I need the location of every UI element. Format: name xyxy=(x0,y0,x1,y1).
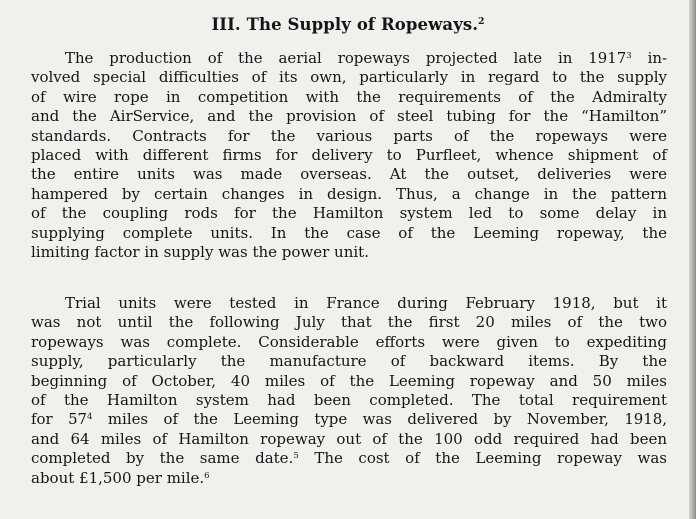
text-line: for $57^4$ miles of the Leeming type was delivered by November, 1918, xyxy=(31,410,667,429)
text-line: The production of the aerial ropeways projected late in 1917$^3$ in- xyxy=(65,49,667,67)
text-line: placed with different firms for delivery to Purfleet, whence shipment of xyxy=(31,145,667,164)
section-heading-text: III. The Supply of Ropeways. xyxy=(211,15,479,34)
text-line: of the coupling rods for the Hamilton system led to some delay in xyxy=(31,204,667,223)
paragraph-2 xyxy=(31,294,667,488)
text-line: volved special difficulties of its own, particularly in regard to the supply xyxy=(31,68,667,87)
text-line: hampered by certain changes in design. Thus, a change in the pattern xyxy=(31,184,667,203)
text-line: and 64 miles of Hamilton ropeway out of the 100 odd required had been xyxy=(31,429,667,448)
text-line: of the Hamilton system had been completed. The total requirement xyxy=(31,390,667,409)
footnote-ref: 3 xyxy=(626,51,632,61)
text-line: beginning of October, 40 miles of the Leeming ropeway and 50 miles xyxy=(31,371,667,390)
text-line: Trial units were tested in France during February 1918, but it xyxy=(65,294,667,312)
text-line: standards. Contracts for the various parts of the ropeways were xyxy=(31,126,667,145)
text-line: was not until the following July that the first 20 miles of the two xyxy=(31,313,667,332)
footnote-ref: 6 xyxy=(204,470,210,481)
text-line: about £1,500 per mile.$^6$ xyxy=(31,468,210,487)
text-line: limiting factor in supply was the power unit. xyxy=(31,242,369,261)
text-line: supplying complete units. In the case of the Leeming ropeway, the xyxy=(31,223,667,242)
footnote-ref: 5 xyxy=(293,451,299,462)
text-line: the entire units was made overseas. At the outset, deliveries were xyxy=(31,165,667,184)
text-line: of wire rope in competition with the requirements of the Admiralty xyxy=(31,87,667,106)
text-line: supply, particularly the manufacture of backward items. By the xyxy=(31,352,667,371)
text-line: ropeways was complete. Considerable efforts were given to expediting xyxy=(31,332,667,351)
paragraph-1 xyxy=(31,49,667,262)
page-edge-shadow xyxy=(689,0,696,519)
text-line: and the AirService, and the provision of steel tubing for the “Hamilton” xyxy=(31,107,667,126)
footnote-ref: 4 xyxy=(87,412,93,423)
section-heading xyxy=(0,14,696,36)
footnote-ref: 2 xyxy=(478,17,485,27)
text-line: completed by the same date.$^5$ The cost of the Leeming ropeway was xyxy=(31,449,667,468)
